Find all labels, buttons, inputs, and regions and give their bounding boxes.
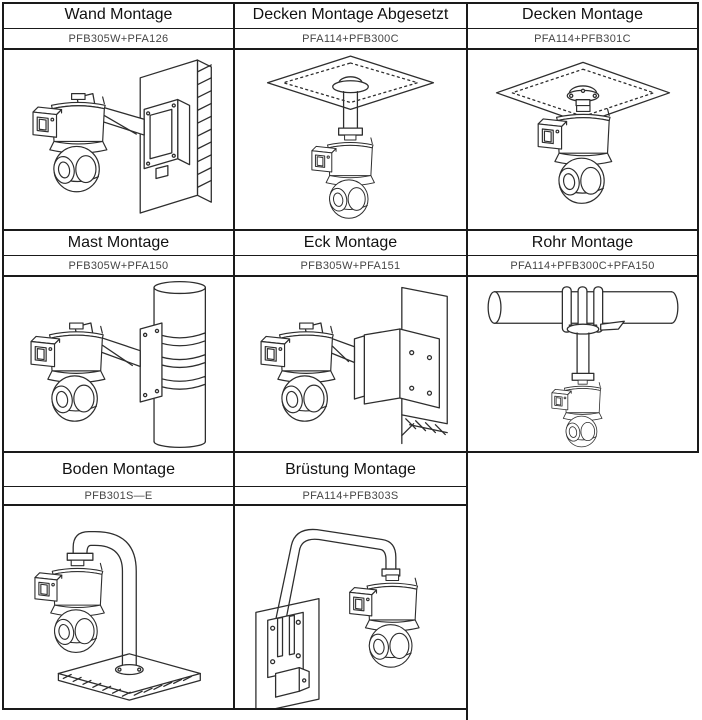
figure-rohr-montage [469, 277, 697, 451]
corner-mount-drawing [236, 277, 465, 451]
cell-part-decken-montage-abgesetzt: PFA114+PFB300C [302, 32, 399, 45]
cell-title-rohr-montage: Rohr Montage [531, 234, 634, 251]
cell-part-decken-montage: PFA114+PFB301C [534, 32, 631, 45]
column-divider-1 [233, 2, 235, 710]
ceiling-pendant-mount-drawing [236, 50, 465, 229]
figure-wand-montage [4, 50, 233, 229]
cell-part-boden-montage: PFB301S—E [84, 489, 153, 502]
figure-decken-montage-abgesetzt [236, 50, 465, 229]
cell-part-rohr-montage: PFA114+PFB300C+PFA150 [510, 259, 655, 272]
pedestal-mount-drawing [4, 506, 233, 708]
figure-decken-montage [469, 50, 697, 229]
parapet-mount-drawing [236, 506, 465, 708]
cell-title-decken-montage-abgesetzt: Decken Montage Abgesetzt [252, 6, 449, 23]
figure-bruestung-montage [236, 506, 465, 708]
cell-title-wand-montage: Wand Montage [64, 6, 173, 23]
cell-empty [468, 453, 697, 720]
ceiling-mount-drawing [469, 50, 697, 229]
cell-title-mast-montage: Mast Montage [67, 234, 170, 251]
pipe-mount-drawing [469, 277, 697, 451]
cell-part-bruestung-montage: PFA114+PFB303S [302, 489, 399, 502]
cell-title-eck-montage: Eck Montage [303, 234, 398, 251]
cell-part-wand-montage: PFB305W+PFA126 [68, 32, 169, 45]
wall-mount-drawing [4, 50, 233, 229]
figure-boden-montage [4, 506, 233, 708]
cell-title-bruestung-montage: Brüstung Montage [285, 460, 416, 478]
table-border-bottom [2, 708, 466, 710]
cell-part-eck-montage: PFB305W+PFA151 [300, 259, 401, 272]
cell-title-boden-montage: Boden Montage [62, 460, 175, 478]
cell-title-decken-montage: Decken Montage [522, 6, 643, 23]
table-border-right [697, 2, 699, 453]
cell-part-mast-montage: PFB305W+PFA150 [68, 259, 169, 272]
figure-mast-montage [4, 277, 233, 451]
pole-mount-drawing [4, 277, 233, 451]
figure-eck-montage [236, 277, 465, 451]
